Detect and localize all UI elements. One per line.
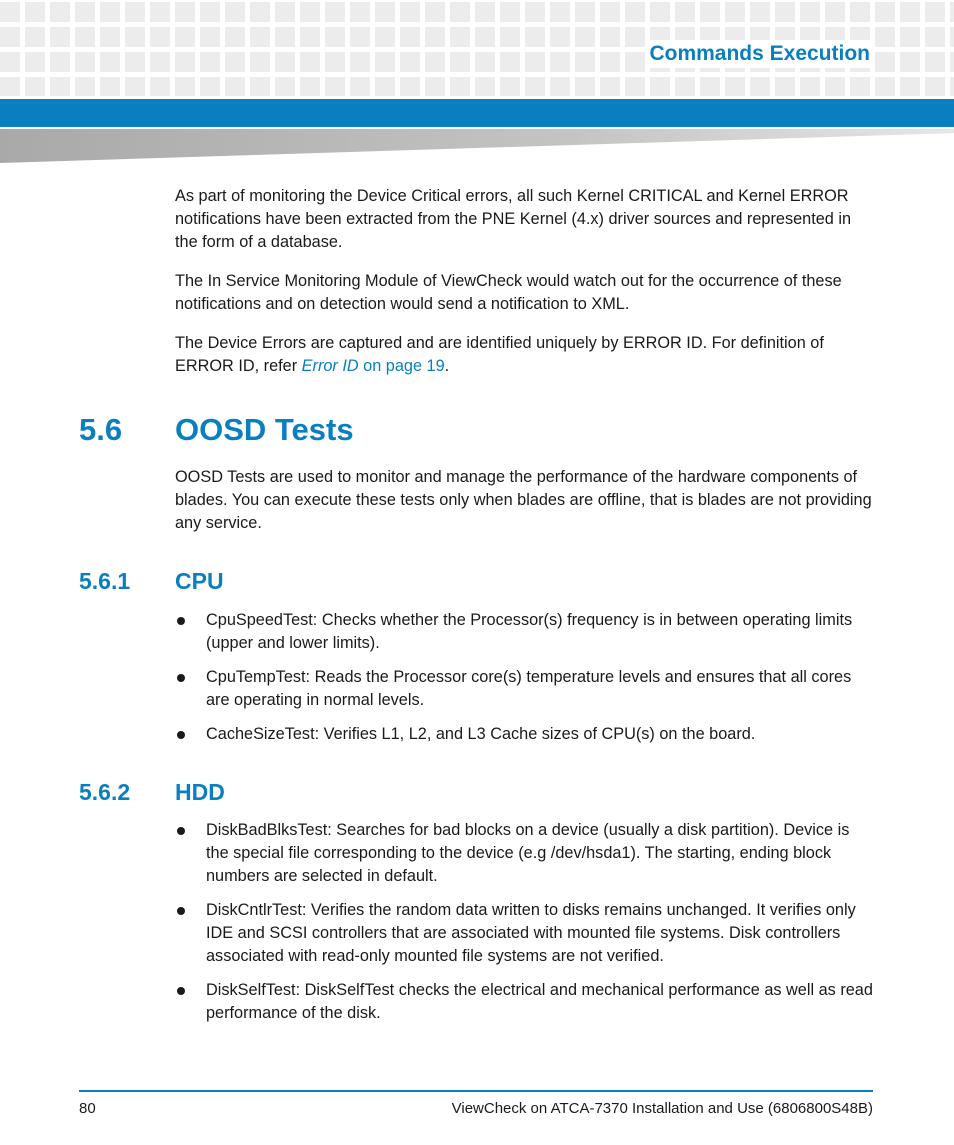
header-tile — [700, 77, 720, 96]
subsection-number: 5.6.1 — [79, 568, 131, 594]
header-tile — [200, 27, 220, 47]
header-tile — [425, 2, 445, 22]
header-tile — [750, 77, 770, 96]
list-item-text: DiskBadBlksTest: Searches for bad blocks on a device (usually a disk partition). Device is the special file corresponding to the device (e.g /dev/hsda1). The starting, ending block numbers are selected in default. — [206, 821, 850, 885]
header-tile — [500, 77, 520, 96]
header-tile — [825, 77, 845, 96]
header-tile — [0, 77, 20, 96]
list-item-text: CacheSizeTest: Verifies L1, L2, and L3 Cache sizes of CPU(s) on the board. — [206, 725, 756, 743]
header-tile — [950, 2, 954, 22]
header-tile — [625, 27, 645, 47]
header-tile — [250, 52, 270, 72]
list-item-text: CpuSpeedTest: Checks whether the Processor(s) frequency is in between operating limits (upper and lower limits). — [206, 611, 853, 652]
header-tile — [950, 77, 954, 96]
header-tile — [900, 77, 920, 96]
header-tile — [875, 52, 895, 72]
header-tile — [375, 77, 395, 96]
header-tile — [0, 2, 20, 22]
header-tile — [225, 27, 245, 47]
bullet-icon — [177, 674, 185, 682]
header-tile — [225, 77, 245, 96]
header-tile — [900, 27, 920, 47]
header-tile — [175, 52, 195, 72]
header-tile — [775, 77, 795, 96]
page-number: 80 — [79, 1100, 96, 1117]
header-tile — [100, 77, 120, 96]
header-tile — [625, 52, 645, 72]
header-tile — [475, 52, 495, 72]
header-tile — [525, 52, 545, 72]
footer-rule — [79, 1090, 873, 1092]
bullet-icon — [177, 987, 185, 995]
bullet-icon — [177, 731, 185, 739]
header-tile — [275, 52, 295, 72]
header-tile — [350, 52, 370, 72]
header-tile — [500, 27, 520, 47]
error-id-link-page: on page 19 — [358, 357, 445, 375]
header-tile — [25, 52, 45, 72]
header-tile — [575, 27, 595, 47]
header-tile — [250, 2, 270, 22]
header-tile — [225, 52, 245, 72]
header-tile — [950, 27, 954, 47]
subsection-heading-hdd — [79, 779, 225, 806]
header-tile — [675, 77, 695, 96]
list-item — [175, 666, 875, 712]
header-tile — [550, 27, 570, 47]
header-tile — [600, 27, 620, 47]
header-tile — [425, 27, 445, 47]
intro-p3-text: The Device Errors are captured and are identified uniquely by ERROR ID. For definition of ERROR ID, refer — [175, 334, 824, 375]
header-tile — [400, 27, 420, 47]
section-number: 5.6 — [79, 412, 123, 447]
list-item-text: CpuTempTest: Reads the Processor core(s) temperature levels and ensures that all cores are operating in normal levels. — [206, 668, 852, 709]
header-tile — [150, 2, 170, 22]
bullet-icon — [177, 907, 185, 915]
header-tile — [75, 52, 95, 72]
header-tile — [275, 27, 295, 47]
header-tile — [400, 52, 420, 72]
intro-paragraph-1: As part of monitoring the Device Critical errors, all such Kernel CRITICAL and Kernel ERROR notifications have been extracted from the PNE Kernel (4.x) driver sources and represented in the form of a database. — [175, 187, 852, 251]
header-tile — [525, 77, 545, 96]
header-tile — [125, 77, 145, 96]
header-tile — [450, 27, 470, 47]
running-header-section: Commands Execution — [645, 40, 874, 68]
header-tile — [350, 27, 370, 47]
header-tile — [275, 77, 295, 96]
header-tile — [0, 27, 20, 47]
header-tile — [750, 2, 770, 22]
header-tile — [600, 52, 620, 72]
header-tile — [100, 27, 120, 47]
header-tile — [375, 52, 395, 72]
intro-p3-end: . — [444, 357, 450, 375]
header-tile — [925, 77, 945, 96]
header-tile — [275, 2, 295, 22]
header-tile — [425, 77, 445, 96]
section-title: OOSD Tests — [175, 412, 354, 447]
header-tile — [25, 2, 45, 22]
header-tile — [525, 2, 545, 22]
error-id-link[interactable] — [302, 357, 445, 375]
header-tile — [575, 77, 595, 96]
header-tile — [50, 52, 70, 72]
header-gray-band — [0, 129, 954, 163]
header-tile — [50, 27, 70, 47]
header-tile — [650, 77, 670, 96]
header-tile — [625, 77, 645, 96]
header-tile — [425, 52, 445, 72]
header-tile — [350, 77, 370, 96]
list-item-text: DiskSelfTest: DiskSelfTest checks the electrical and mechanical performance as well as read performance of the disk. — [206, 981, 873, 1022]
header-tile — [200, 52, 220, 72]
header-tile — [650, 2, 670, 22]
header-tile — [875, 27, 895, 47]
header-tile — [925, 52, 945, 72]
intro-paragraph-3-container — [175, 332, 875, 378]
header-tile — [225, 2, 245, 22]
header-tile — [925, 2, 945, 22]
header-tile — [175, 77, 195, 96]
header-tile — [100, 52, 120, 72]
header-tile — [300, 77, 320, 96]
subsection-title: CPU — [175, 568, 224, 594]
header-tile — [850, 2, 870, 22]
header-tile — [400, 77, 420, 96]
header-tile — [875, 2, 895, 22]
header-tile — [525, 27, 545, 47]
header-tile — [175, 27, 195, 47]
header-tile — [50, 2, 70, 22]
list-item — [175, 899, 875, 968]
header-tile — [500, 2, 520, 22]
bullet-icon — [177, 827, 185, 835]
header-tile — [875, 77, 895, 96]
header-tile — [475, 77, 495, 96]
header-tile — [325, 27, 345, 47]
header-tile — [850, 77, 870, 96]
header-tile — [800, 2, 820, 22]
header-tile — [625, 2, 645, 22]
header-tile — [0, 52, 20, 72]
bullet-icon — [177, 617, 185, 625]
header-tile — [475, 2, 495, 22]
intro-paragraph-3 — [175, 332, 875, 378]
header-tile — [500, 52, 520, 72]
subsection-number: 5.6.2 — [79, 779, 131, 805]
header-tile — [550, 2, 570, 22]
list-item-text: DiskCntlrTest: Verifies the random data written to disks remains unchanged. It verifies only IDE and SCSI controllers that are associated with mounted file systems. Disk controllers associated with read-only mounted file systems are not verified. — [206, 901, 856, 965]
header-tile — [175, 2, 195, 22]
header-tile — [375, 2, 395, 22]
footer-document-title: ViewCheck on ATCA-7370 Installation and Use (6806800S48B) — [451, 1100, 873, 1117]
header-tile — [575, 52, 595, 72]
header-tile — [400, 2, 420, 22]
intro-paragraph-1-container — [175, 185, 875, 254]
header-tile — [200, 2, 220, 22]
header-tile — [600, 2, 620, 22]
section-heading-oosd-tests — [79, 412, 354, 448]
header-tile — [450, 52, 470, 72]
header-tile — [800, 77, 820, 96]
header-tile — [725, 2, 745, 22]
header-tile — [125, 52, 145, 72]
header-tile — [325, 52, 345, 72]
header-tile — [450, 77, 470, 96]
header-tile — [925, 27, 945, 47]
header-tile — [125, 27, 145, 47]
header-tile — [825, 2, 845, 22]
header-tile — [250, 77, 270, 96]
header-tile — [250, 27, 270, 47]
subsection-heading-cpu — [79, 568, 224, 595]
header-tile — [675, 2, 695, 22]
header-tile — [75, 27, 95, 47]
header-tile — [75, 77, 95, 96]
oosd-body-container — [175, 466, 875, 535]
list-item — [175, 819, 875, 888]
list-item — [175, 979, 875, 1025]
header-tile — [900, 52, 920, 72]
header-tile — [450, 2, 470, 22]
header-tile — [350, 2, 370, 22]
hdd-test-list — [175, 819, 875, 1025]
intro-paragraph-2: The In Service Monitoring Module of ViewCheck would watch out for the occurrence of these notifications and on detection would send a notification to XML. — [175, 272, 842, 313]
header-tile — [900, 2, 920, 22]
subsection-title: HDD — [175, 779, 225, 805]
header-tile — [150, 52, 170, 72]
cpu-test-list — [175, 609, 875, 746]
header-tile — [100, 2, 120, 22]
header-tile — [200, 77, 220, 96]
header-tile — [25, 77, 45, 96]
header-tile — [300, 27, 320, 47]
header-blue-bar — [0, 99, 954, 127]
header-tile — [600, 77, 620, 96]
header-tile — [300, 2, 320, 22]
header-tile — [50, 77, 70, 96]
header-tile — [325, 2, 345, 22]
oosd-body: OOSD Tests are used to monitor and manage the performance of the hardware components of blades. You can execute these tests only when blades are offline, that is blades are not providing any service. — [175, 468, 872, 532]
header-tile — [775, 2, 795, 22]
header-tile — [475, 27, 495, 47]
header-tile — [75, 2, 95, 22]
header-tile — [575, 2, 595, 22]
intro-paragraph-2-container — [175, 270, 875, 316]
header-tile — [375, 27, 395, 47]
list-item — [175, 723, 875, 746]
header-tile — [150, 27, 170, 47]
header-tile — [700, 2, 720, 22]
header-tile — [950, 52, 954, 72]
header-tile — [550, 77, 570, 96]
header-tile — [300, 52, 320, 72]
header-tile — [150, 77, 170, 96]
header-tile — [25, 27, 45, 47]
header-tile — [550, 52, 570, 72]
list-item — [175, 609, 875, 655]
header-tile — [325, 77, 345, 96]
header-tile — [725, 77, 745, 96]
header-tile — [125, 2, 145, 22]
error-id-link-em: Error ID — [301, 357, 359, 375]
